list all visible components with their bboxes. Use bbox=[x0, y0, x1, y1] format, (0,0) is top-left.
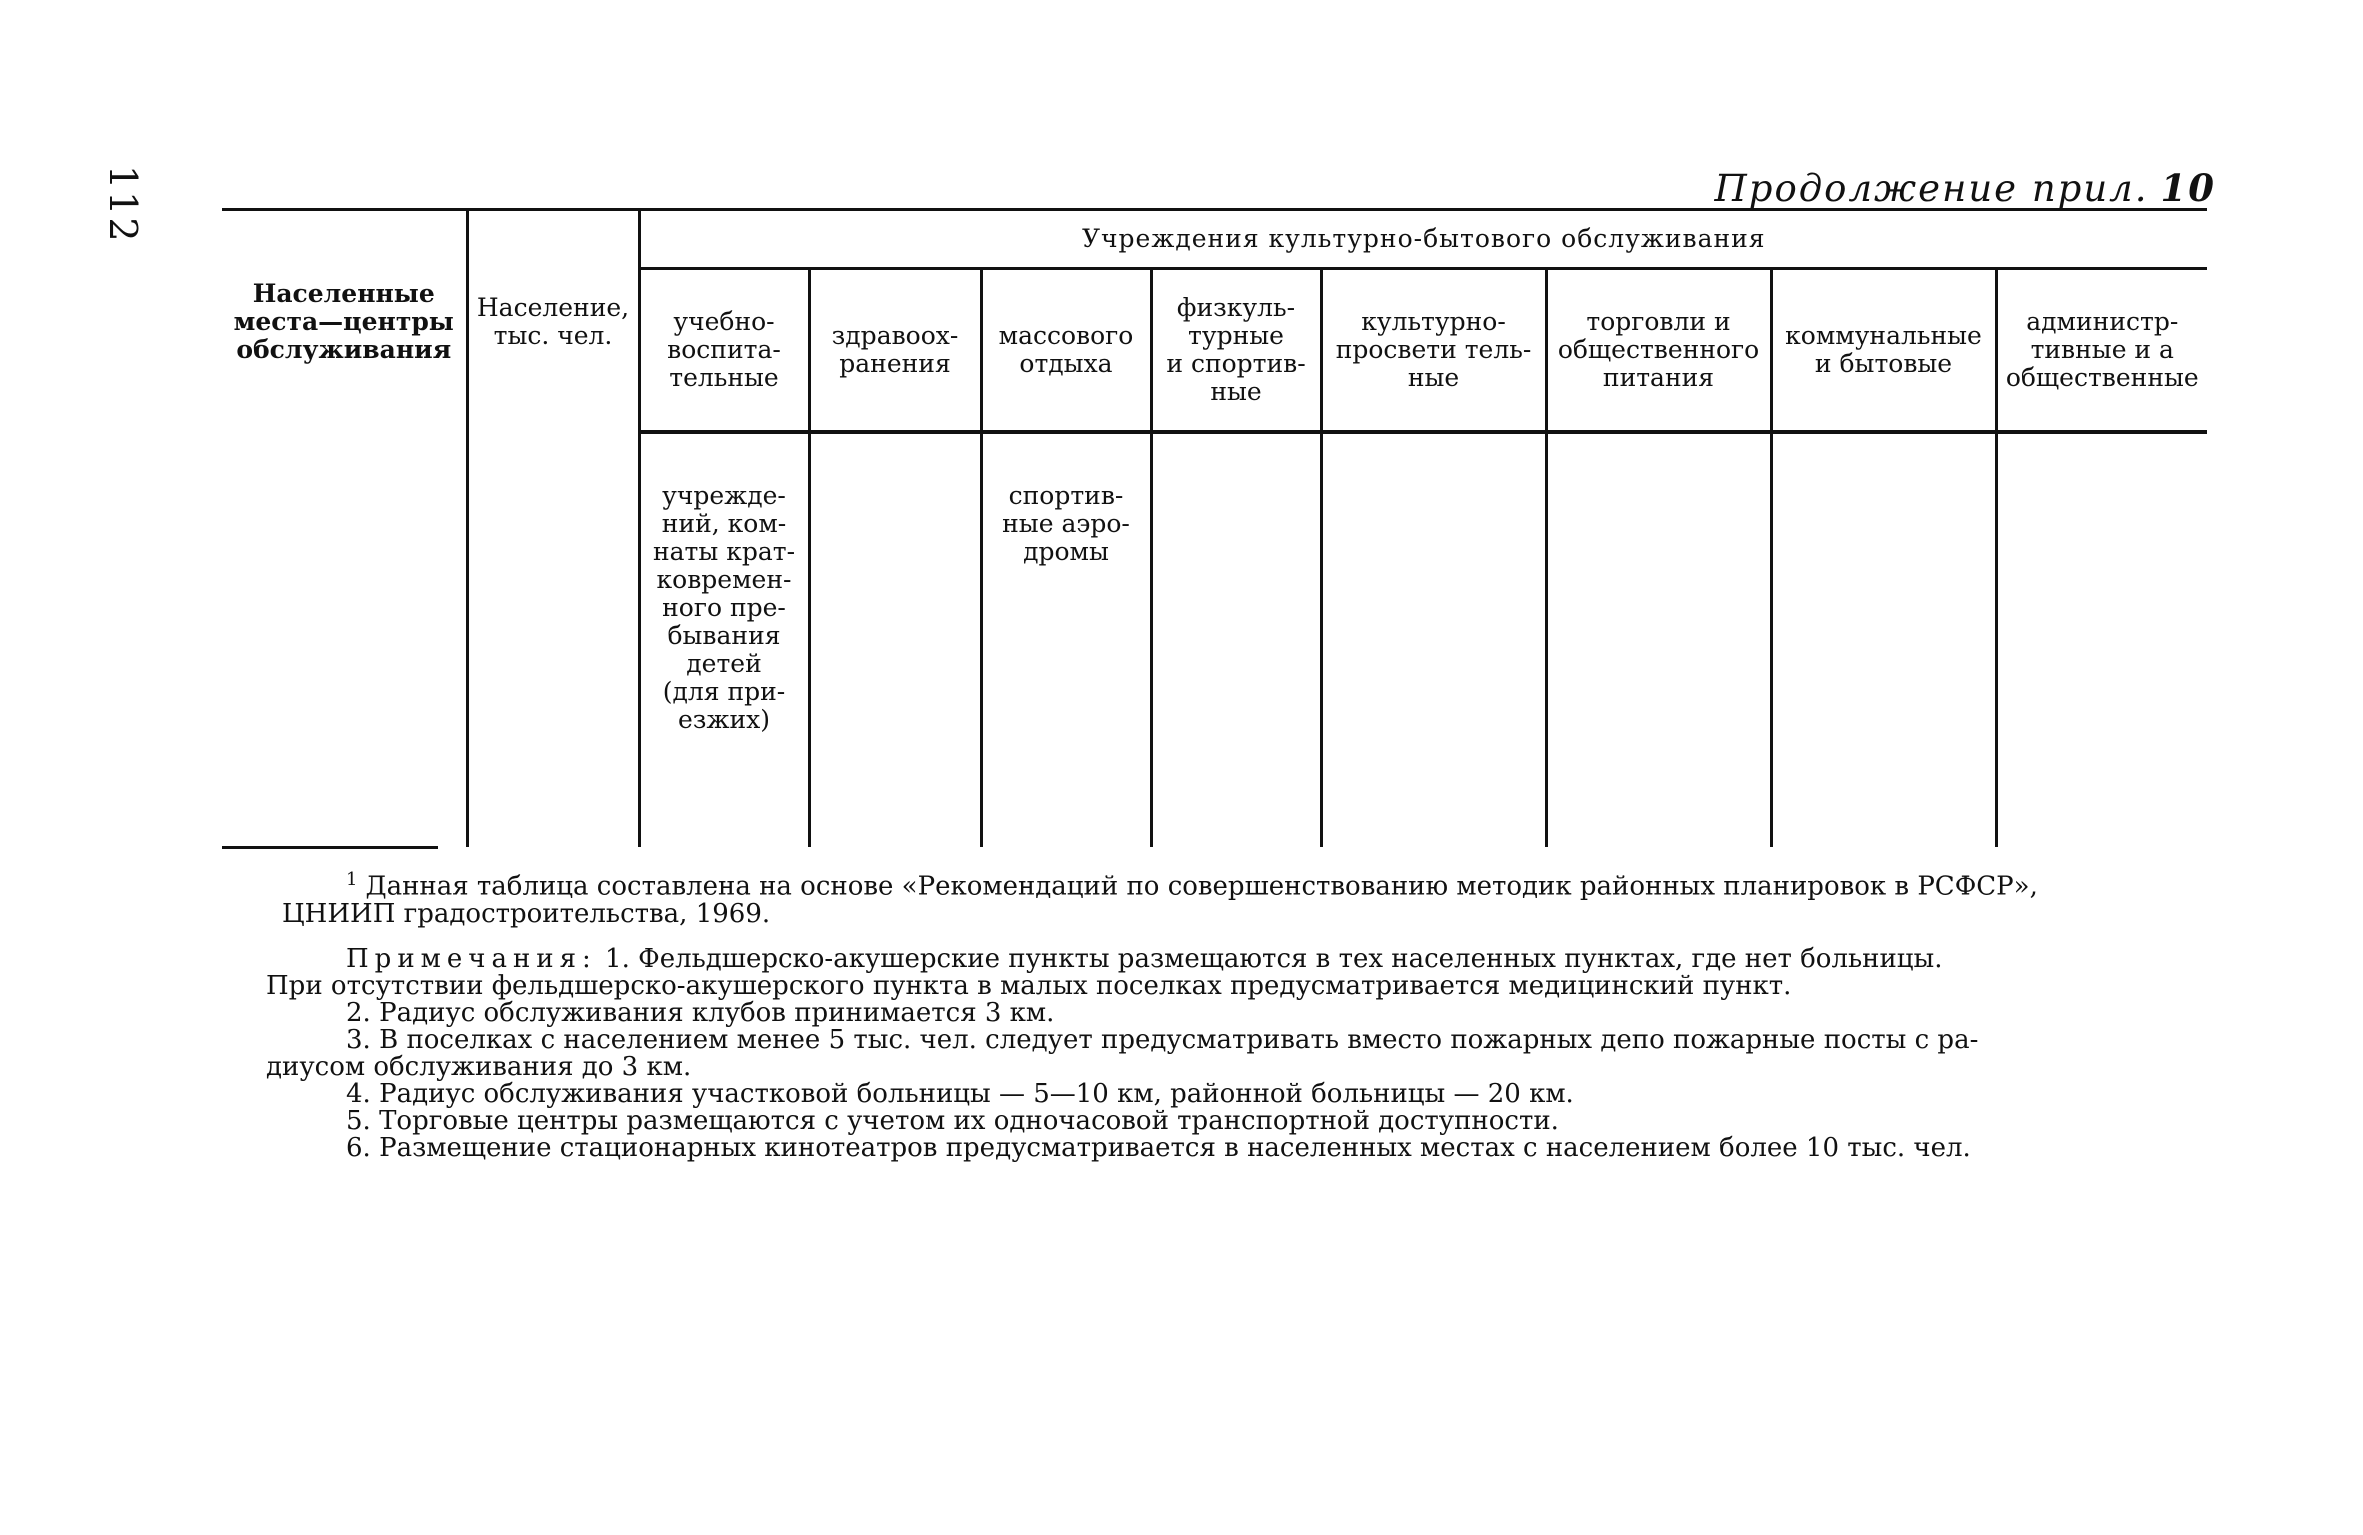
services-table bbox=[222, 208, 2207, 847]
note-2: 2. Радиус обслуживания клубов принимается 3 км. bbox=[346, 997, 1055, 1028]
header-col-educational: учебно- воспита- тельные bbox=[639, 269, 809, 433]
note-1: Примечания: 1. Фельдшерско-акушерские пункты размещаются в тех населенных пунктах, где нет больницы. bbox=[346, 943, 1943, 974]
header-col-healthcare: здравоох- ранения bbox=[809, 269, 981, 433]
appendix-number: 10 bbox=[2160, 166, 2216, 210]
note-3-cont: диусом обслуживания до 3 км. bbox=[266, 1051, 692, 1082]
notes-label: Примечания: bbox=[346, 943, 597, 974]
cell-recreation: спортив- ные аэро- дромы bbox=[981, 432, 1151, 847]
header-col-recreation: массового отдыха bbox=[981, 269, 1151, 433]
cell-healthcare bbox=[809, 432, 981, 847]
header-group: Учреждения культурно-бытового обслуживания bbox=[639, 210, 2207, 269]
note-3: 3. В поселках с населением менее 5 тыс. чел. следует предусматривать вместо пожарных депо пожарные посты с ра- bbox=[346, 1024, 1979, 1055]
footnote-line-1: $^1$ Данная таблица составлена на основе «Рекомендаций по совершенствованию методик районных планировок в РСФСР», bbox=[346, 869, 2038, 902]
header-places: Населенные места—центры обслуживания bbox=[222, 210, 467, 433]
cell-communal bbox=[1771, 432, 1996, 847]
note-1-cont: При отсутствии фельдшерско-акушерского пункта в малых поселках предусматривается медицинский пункт. bbox=[266, 970, 1792, 1001]
note-5: 5. Торговые центры размещаются с учетом их одночасовой транспортной доступности. bbox=[346, 1105, 1559, 1136]
cell-population bbox=[467, 432, 639, 847]
cell-places bbox=[222, 432, 467, 847]
cell-cultural bbox=[1321, 432, 1546, 847]
notes-section bbox=[268, 866, 2208, 1162]
footnote-mark: 1 bbox=[346, 869, 358, 890]
cell-administrative bbox=[1996, 432, 2207, 847]
header-col-administrative: администр- тивные и а общественные bbox=[1996, 269, 2207, 433]
continuation-caption bbox=[1715, 166, 2217, 210]
header-col-cultural: культурно- просвети тель- ные bbox=[1321, 269, 1546, 433]
cell-educational: учрежде- ний, ком- наты крат- ковремен- ного пре- бывания детей (для при- езжих) bbox=[639, 432, 809, 847]
page-number: 112 bbox=[101, 165, 145, 244]
continuation-label: Продолжение прил. bbox=[1714, 167, 2149, 210]
note-6: 6. Размещение стационарных кинотеатров предусматривается в населенных местах с населением более 10 тыс. чел. bbox=[346, 1132, 1971, 1163]
header-col-sports: физкуль- турные и спортив- ные bbox=[1151, 269, 1321, 433]
header-col-communal: коммунальные и бытовые bbox=[1771, 269, 1996, 433]
table-row bbox=[222, 432, 2207, 847]
note-4: 4. Радиус обслуживания участковой больницы — 5—10 км, районной больницы — 20 км. bbox=[346, 1078, 1574, 1109]
header-population: Население, тыс. чел. bbox=[467, 210, 639, 433]
cell-sports bbox=[1151, 432, 1321, 847]
header-col-trade: торговли и общественного питания bbox=[1546, 269, 1771, 433]
footnote-divider bbox=[222, 846, 438, 849]
footnote-line-2: ЦНИИП градостроительства, 1969. bbox=[282, 898, 771, 929]
cell-trade bbox=[1546, 432, 1771, 847]
